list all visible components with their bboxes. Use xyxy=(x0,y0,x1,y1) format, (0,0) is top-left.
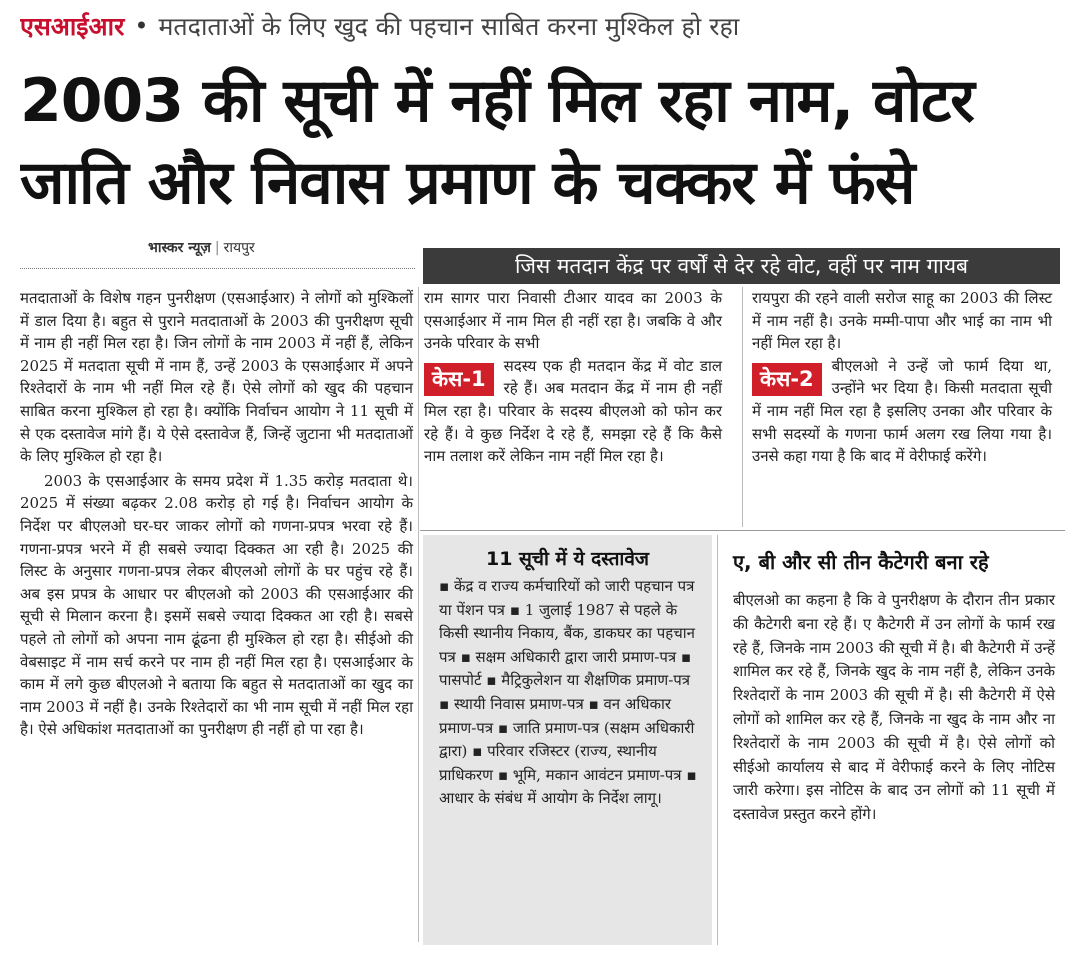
section-banner: जिस मतदान केंद्र पर वर्षों से देर रहे वोट, वहीं पर नाम गायब xyxy=(423,248,1060,284)
document-item: ▪ जाति प्रमाण-पत्र (सक्षम अधिकारी द्वारा) xyxy=(439,719,694,761)
headline-line-2: जाति और निवास प्रमाण के चक्कर में फंसे xyxy=(20,148,915,218)
categories-text: बीएलओ का कहना है कि वे पुनरीक्षण के दौरान तीन प्रकार की कैटेगरी बना रहे हैं। ए कैटेगरी में उन लोगों के फार्म रख रहे हैं, जिनके नाम 2003 की सूची में है। बी कैटेगरी में उन्हें शामिल कर रहे हैं, जिनके खुद के नाम नहीं है, लेकिन उनके रिश्तेदारों के नाम 2003 की सूची में है। सी कैटेगरी में ऐसे लोगों को शामिल कर रहे हैं, जिनके ना खुद के नाम और ना रिश्तेदारों के नाम 2003 की सूची में है। ऐसे लोगों को सीईओ कार्यालय से बाद में वेरीफाई करने के लिए नोटिस जारी करेगा। इस नोटिस के बाद उन लोगों को 11 सूची में दस्तावेज प्रस्तुत करने होंगे। xyxy=(733,591,1055,824)
main-story xyxy=(20,287,413,741)
case-2-text-intro: रायपुरा की रहने वाली सरोज साहू का 2003 की लिस्ट में नाम नहीं है। उनके मम्मी-पापा और भाई का नाम भी नहीं मिल रहा है। xyxy=(752,289,1052,353)
documents-box xyxy=(423,535,712,945)
headline-line-1: 2003 की सूची में नहीं मिल रहा नाम, वोटर xyxy=(20,66,974,136)
documents-list xyxy=(423,575,712,811)
document-item: ▪ 1 जुलाई 1987 से पहले के किसी स्थानीय निकाय, बैंक, डाकघर का पहचान पत्र xyxy=(439,601,695,666)
documents-box-title: 11 सूची में ये दस्तावेज xyxy=(485,548,649,570)
byline-separator: | xyxy=(214,240,220,256)
main-story-paragraph-1: मतदाताओं के विशेष गहन पुनरीक्षण (एसआईआर) ने लोगों को मुश्किलों में डाल दिया है। बहुत से पुराने मतदाताओं के 2003 की पुनरीक्षण सूची में नाम ही नहीं मिल रहा है। जिन लोगों के नाम 2003 में नहीं हैं, लेकिन 2025 में मतदाता सूची में नाम हैं, उन्हें 2003 के एसआईआर में अपने रिश्तेदारों के नाम भी नहीं मिल रहे हैं। ऐसे लोगों को खुद की पहचान साबित करना मुश्किल हो रहा है। क्योंकि निर्वाचन आयोग ने 11 सूची में से एक दस्तावेज मांगे हैं। ये ऐसे दस्तावेज हैं, जिन्हें जुटाना भी मतदाताओं के लिए मुश्किल हो रहा है। xyxy=(20,289,413,466)
section-divider xyxy=(420,530,1065,531)
document-item: ▪ पासपोर्ट xyxy=(439,648,691,690)
document-item: ▪ भूमि, मकान आवंटन प्रमाण-पत्र xyxy=(498,766,682,784)
case-2-story xyxy=(752,287,1052,468)
column-divider xyxy=(717,535,718,945)
categories-title: ए, बी और सी तीन कैटेगरी बना रहे xyxy=(733,550,989,574)
kicker-text: मतदाताओं के लिए खुद की पहचान साबित करना मुश्किल हो रहा xyxy=(158,12,740,41)
column-divider xyxy=(418,287,419,942)
column-divider xyxy=(742,287,743,527)
case-1-badge: केस-1 xyxy=(424,363,494,396)
headline xyxy=(20,60,1065,224)
kicker-bullet: • xyxy=(134,12,149,40)
document-item: ▪ वन अधिकार प्रमाण-पत्र xyxy=(439,695,671,737)
byline-source: भास्कर न्यूज़ xyxy=(148,240,211,256)
document-item: ▪ स्थायी निवास प्रमाण-पत्र xyxy=(439,695,584,713)
case-2-text-rest: बीएलओ ने उन्हें जो फार्म दिया था, उन्होंने भर दिया है। किसी मतदाता सूची में नाम नहीं मिल रहा है इसलिए उनका और परिवार के सभी सदस्यों के गणना फार्म अलग रख लिया गया है। उनसे कहा गया है कि बाद में वेरीफाई करेंगे। xyxy=(752,356,1052,466)
kicker xyxy=(20,6,1070,46)
case-1-story xyxy=(424,287,722,468)
byline-place: रायपुर xyxy=(223,240,255,256)
case-1-text-intro: राम सागर पारा निवासी टीआर यादव का 2003 के एसआईआर में नाम मिल ही नहीं रहा है। जबकि वे और उनके परिवार के सभी xyxy=(424,289,722,353)
main-story-paragraph-2: 2003 के एसआईआर के समय प्रदेश में 1.35 करोड़ मतदाता थे। 2025 में संख्या बढ़कर 2.08 करोड़ हो गई है। निर्वाचन आयोग के निर्देश पर बीएलओ घर-घर जाकर लोगों को गणना-प्रपत्र भरवा रहे हैं। गणना-प्रपत्र भरने में ही सबसे ज्यादा दिक्कत आ रही है। 2025 की लिस्ट के अनुसार गणना-प्रपत्र लेकर बीएलओ लोगों के घर पहुंच रहे हैं। अब इस प्रपत्र के आधार पर बीएलओ को 2003 की एसआईआर की सूची से मिलान करना है। इसमें सबसे ज्यादा दिक्कत आ रही है। सबसे पहले तो लोगों को अपना नाम ढूंढना ही मुश्किल हो रहा है। सीईओ की वेबसाइट में नाम सर्च करने पर नाम ही नहीं मिल रहा है। एसआईआर के काम में लगे कुछ बीएलओ ने बताया कि बहुत से मतदाताओं का खुद का नाम 2003 में नहीं है। उनके रिश्तेदारों का भी नाम सूची में नहीं मिल रहा है। ऐसे अधिकांश मतदाताओं का पुनरीक्षण ही नहीं हो पा रहा है। xyxy=(20,471,413,739)
document-item: ▪ परिवार रजिस्टर (राज्य, स्थानीय प्राधिकरण xyxy=(439,742,657,784)
document-item: ▪ मैट्रिकुलेशन या शैक्षणिक प्रमाण-पत्र xyxy=(486,671,690,689)
byline-rule xyxy=(20,268,415,269)
document-item: ▪ केंद्र व राज्य कर्मचारियों को जारी पहचान पत्र या पेंशन पत्र xyxy=(439,577,694,619)
document-item: ▪ सक्षम अधिकारी द्वारा जारी प्रमाण-पत्र xyxy=(461,648,677,666)
document-item: ▪ आधार के संबंध में आयोग के निर्देश लागू। xyxy=(439,766,697,808)
case-2-badge: केस-2 xyxy=(752,363,822,396)
categories-story xyxy=(733,538,1055,827)
case-1-text-rest: सदस्य एक ही मतदान केंद्र में वोट डाल रहे हैं। अब मतदान केंद्र में नाम ही नहीं मिल रहा है। परिवार के सदस्य बीएलओ को फोन कर रहे हैं। वे कुछ निर्देश दे रहे हैं, समझा रहे हैं कि कैसे नाम तलाश करें लेकिन नाम नहीं मिल रहा है। xyxy=(424,356,722,466)
kicker-tag: एसआईआर xyxy=(20,12,125,41)
byline xyxy=(148,238,418,257)
